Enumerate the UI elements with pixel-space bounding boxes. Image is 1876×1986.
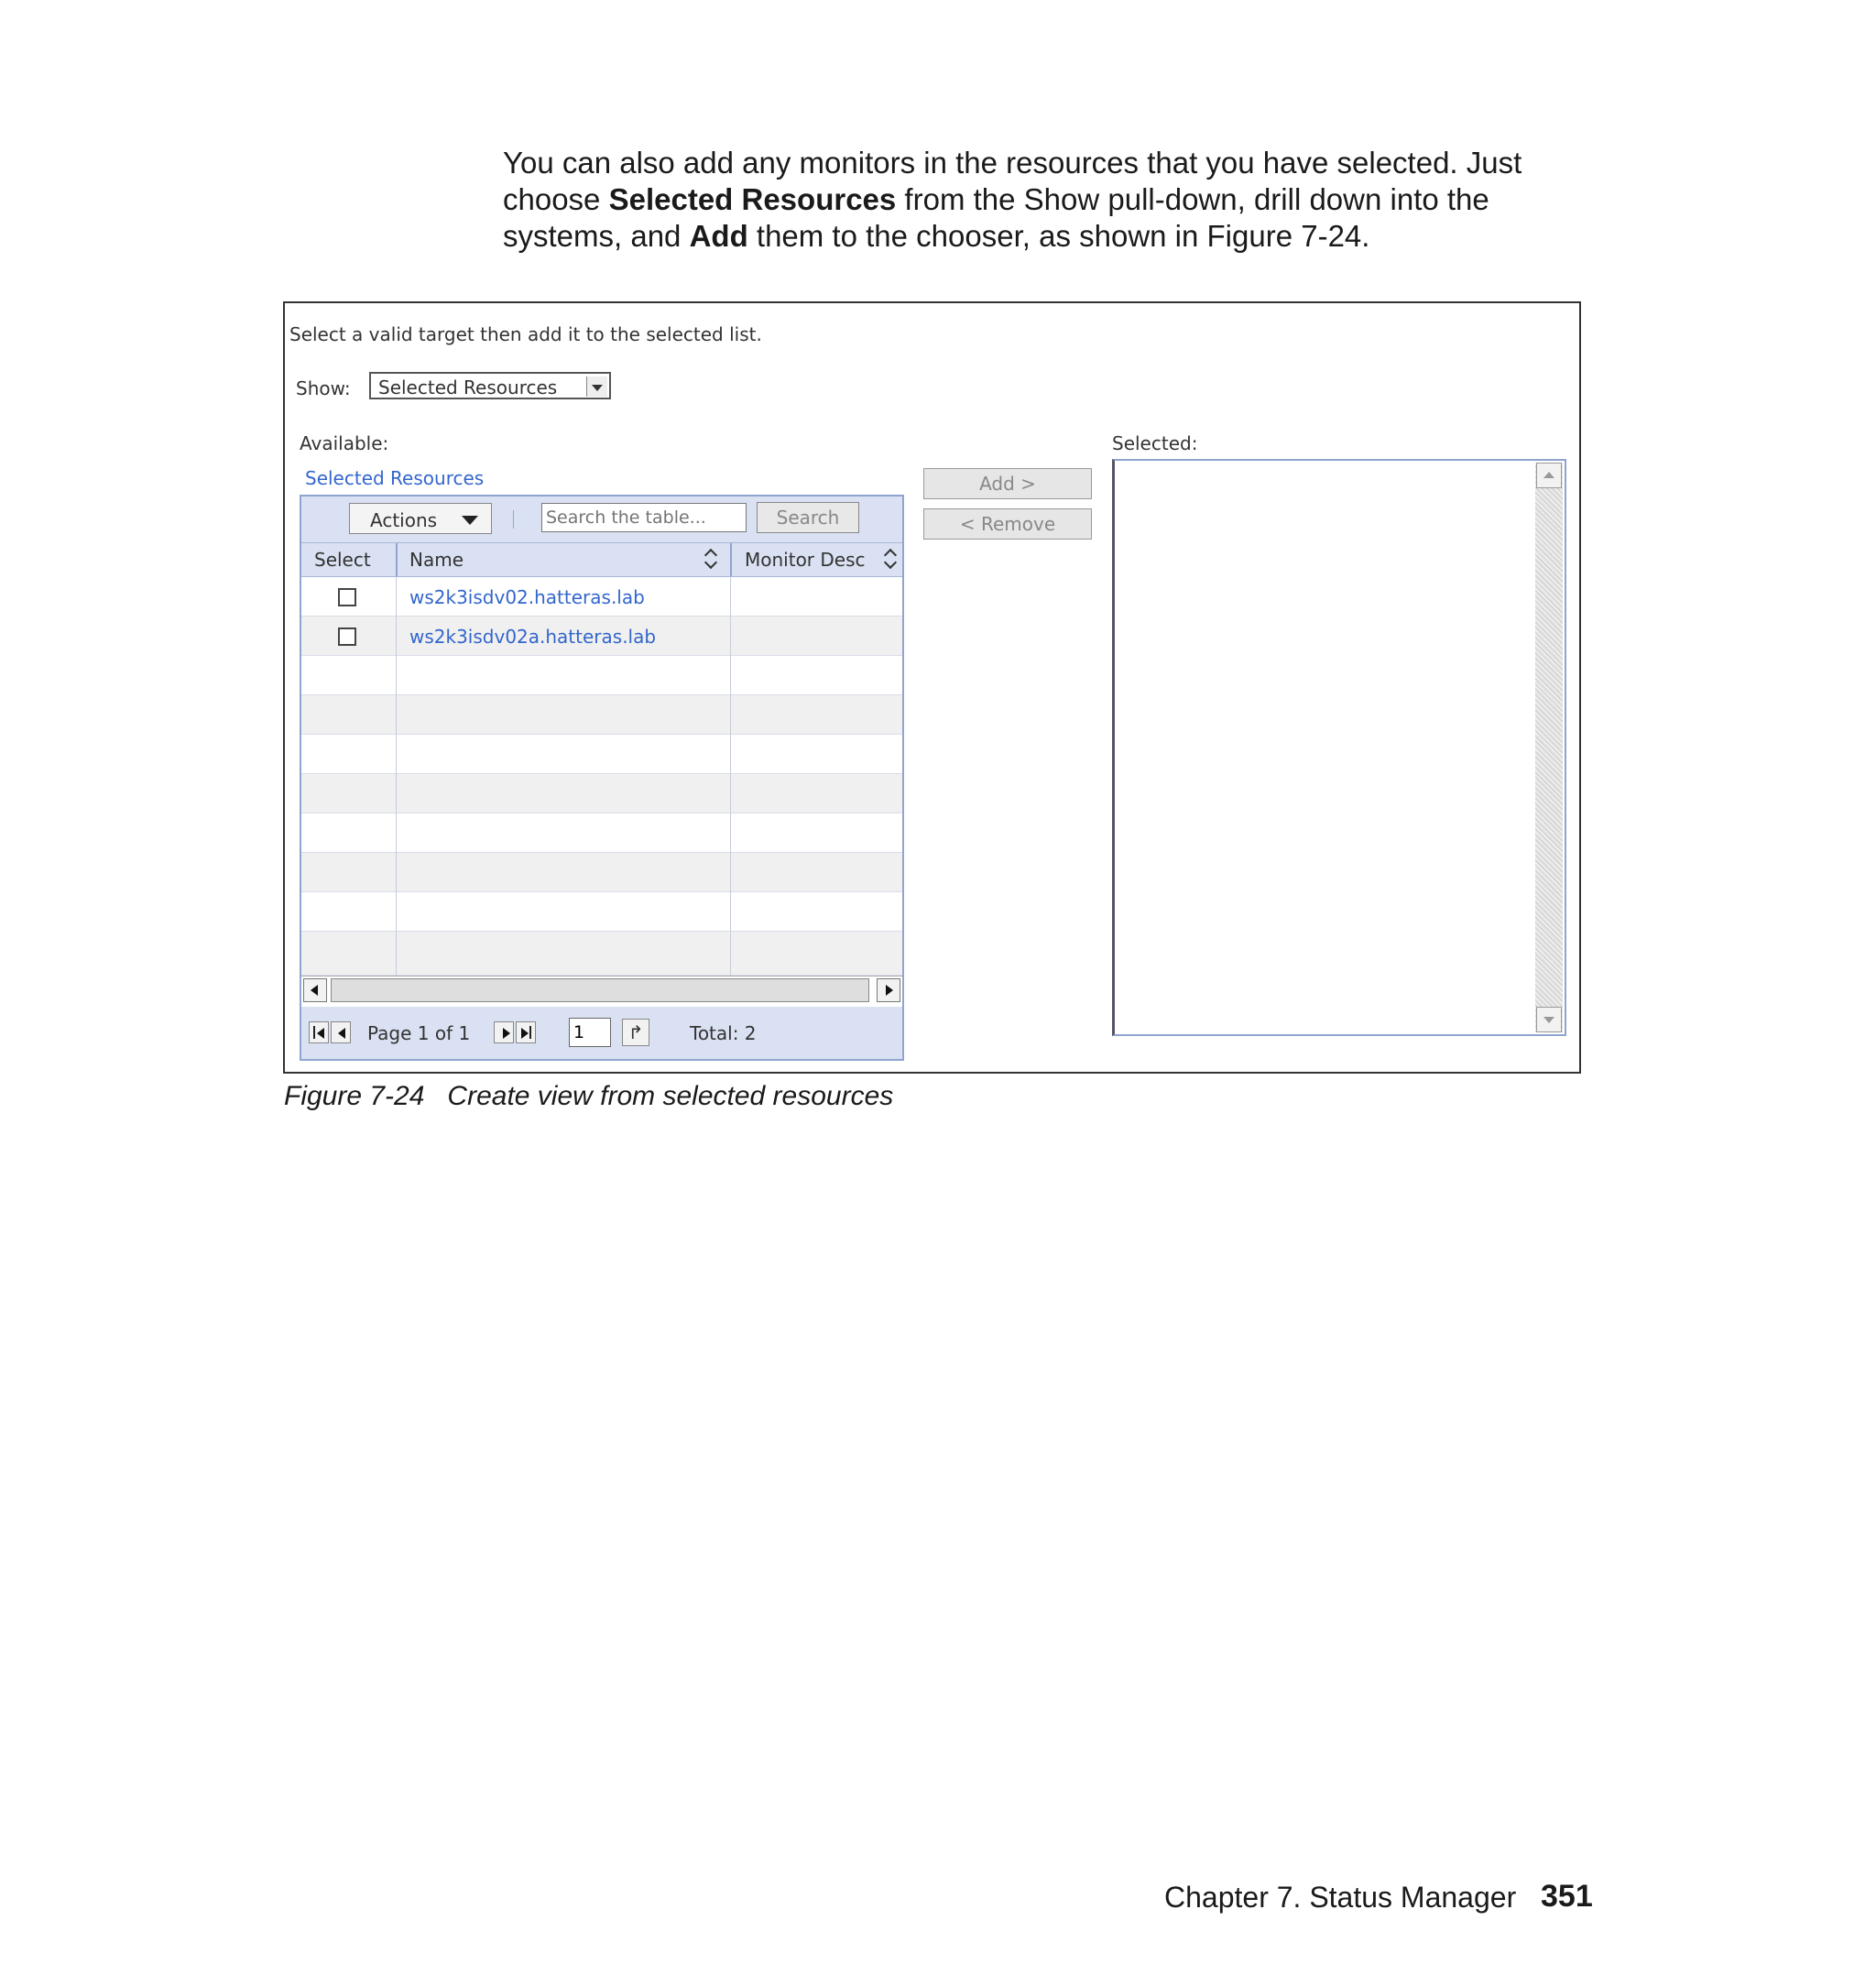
search-input[interactable]	[541, 503, 747, 532]
table-row-empty	[301, 932, 902, 976]
show-dropdown[interactable]	[369, 372, 611, 399]
table-row-empty	[301, 695, 902, 735]
sort-icon[interactable]	[884, 550, 899, 570]
horizontal-scrollbar[interactable]	[301, 976, 902, 1006]
scroll-left-icon[interactable]	[303, 978, 327, 1002]
intro-bold-selected-resources: Selected Resources	[608, 182, 897, 216]
previous-page-icon[interactable]	[331, 1021, 351, 1043]
search-button[interactable]: Search	[757, 502, 859, 533]
table-row-empty	[301, 853, 902, 892]
available-label: Available:	[300, 432, 389, 454]
page-number: 351	[1541, 1879, 1593, 1914]
intro-line-1: You can also add any monitors in the resources that you have selected. Just	[503, 146, 1522, 180]
scroll-right-icon[interactable]	[877, 978, 900, 1002]
dropdown-arrow-icon[interactable]	[586, 376, 607, 397]
resource-link[interactable]: ws2k3isdv02a.hatteras.lab	[409, 626, 657, 648]
table-row[interactable]	[301, 617, 902, 656]
page-indicator: Page 1 of 1	[367, 1022, 471, 1044]
scroll-down-icon[interactable]	[1536, 1007, 1562, 1032]
add-button[interactable]: Add >	[923, 468, 1092, 499]
row-checkbox[interactable]	[338, 588, 356, 606]
show-dropdown-value: Selected Resources	[378, 376, 558, 398]
figure-caption: Figure 7-24 Create view from selected resources	[284, 1081, 894, 1111]
column-line	[396, 577, 397, 976]
instruction-text: Select a valid target then add it to the selected list.	[289, 323, 762, 345]
row-checkbox[interactable]	[338, 627, 356, 646]
table-toolbar	[301, 496, 902, 542]
selected-resources-link[interactable]: Selected Resources	[305, 467, 485, 489]
scroll-up-icon[interactable]	[1536, 463, 1562, 488]
scrollbar-thumb[interactable]	[331, 978, 869, 1002]
last-page-icon[interactable]	[516, 1021, 536, 1043]
chevron-down-icon	[462, 516, 478, 525]
available-table	[300, 495, 904, 1061]
resource-link[interactable]: ws2k3isdv02.hatteras.lab	[409, 586, 645, 608]
selected-label: Selected:	[1112, 432, 1198, 454]
table-row[interactable]	[301, 577, 902, 617]
next-page-icon[interactable]	[494, 1021, 514, 1043]
actions-menu-button[interactable]: Actions	[349, 503, 492, 534]
toolbar-separator	[513, 510, 514, 529]
column-header-name[interactable]: Name	[409, 549, 464, 571]
table-pager	[301, 1007, 902, 1059]
go-to-page-icon[interactable]: ↱	[622, 1019, 649, 1046]
vertical-scrollbar[interactable]	[1535, 463, 1563, 1032]
first-page-icon[interactable]	[309, 1021, 329, 1043]
table-row-empty	[301, 774, 902, 813]
table-header	[301, 542, 902, 577]
footer-chapter: Chapter 7. Status Manager	[1164, 1881, 1517, 1914]
selected-list[interactable]	[1112, 459, 1566, 1036]
table-row-empty	[301, 892, 902, 932]
table-row-empty	[301, 735, 902, 774]
figure-screenshot	[283, 301, 1581, 1074]
intro-bold-add: Add	[689, 219, 748, 253]
page-number-input[interactable]	[569, 1018, 611, 1047]
column-line	[730, 577, 731, 976]
column-divider[interactable]	[396, 543, 398, 576]
column-header-monitor[interactable]: Monitor Desc	[745, 549, 866, 571]
sort-icon[interactable]	[704, 550, 719, 570]
table-row-empty	[301, 656, 902, 695]
show-label: Show:	[296, 377, 351, 399]
intro-paragraph: You can also add any monitors in the resources that you have selected. Just choose Selected Resources from the Show pull-down, drill down into the systems, and Add them to the chooser, as shown in Figure 7-24.	[503, 146, 1522, 253]
remove-button[interactable]: < Remove	[923, 508, 1092, 540]
column-divider[interactable]	[730, 543, 732, 576]
total-count: Total: 2	[690, 1022, 757, 1044]
column-header-select: Select	[314, 549, 371, 571]
table-row-empty	[301, 813, 902, 853]
